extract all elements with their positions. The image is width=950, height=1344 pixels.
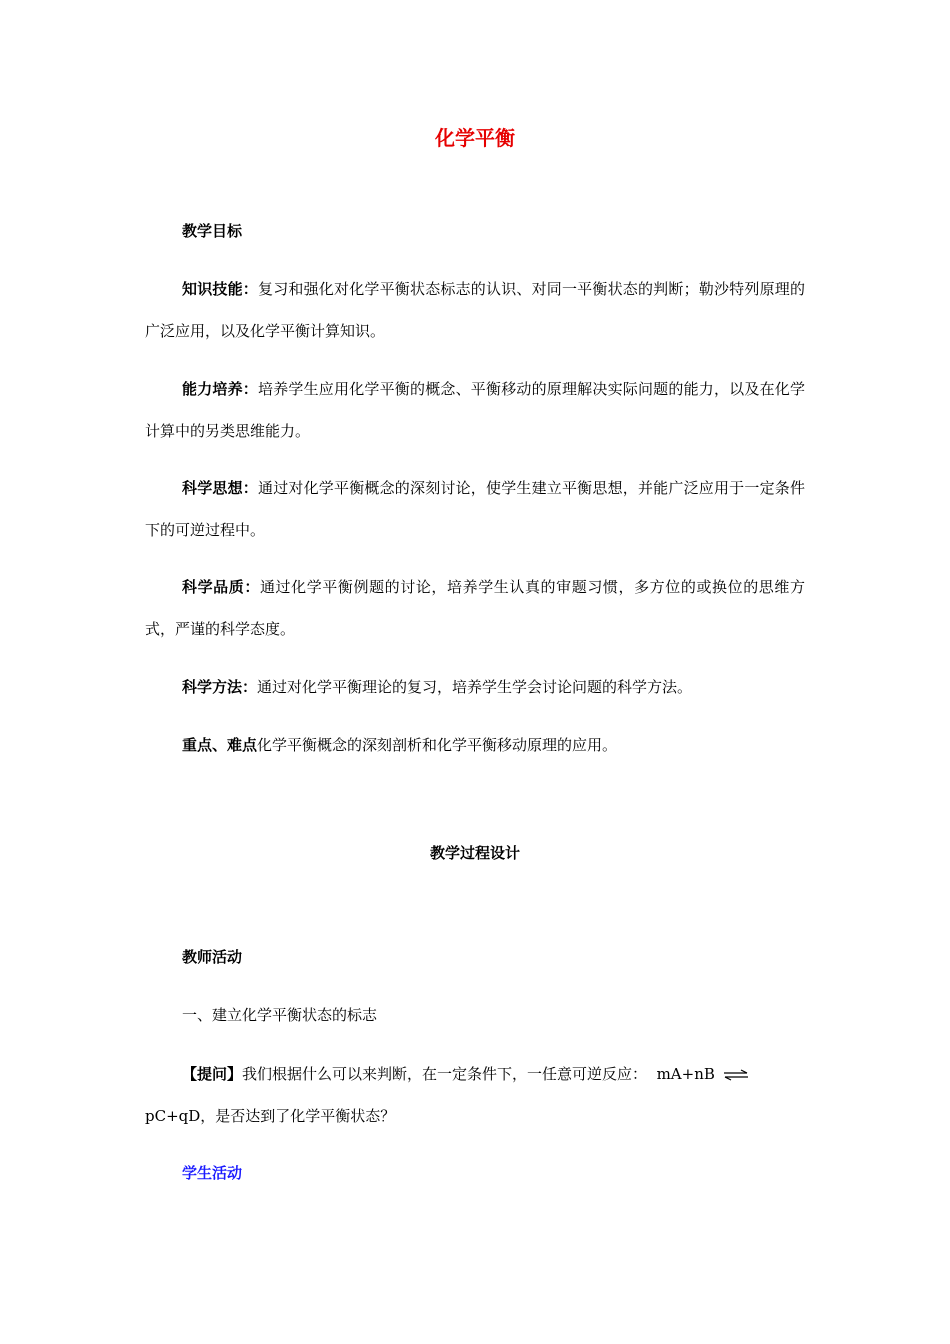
objective-text: 通过化学平衡例题的讨论，培养学生认真的审题习惯，多方位的或换位的思维方式，严谨的科学态度。 [145,578,805,638]
objective-label: 科学思想： [182,479,258,497]
process-heading: 教学过程设计 [429,844,520,862]
student-activity-heading: 学生活动 [182,1164,243,1182]
objective-text: 培养学生应用化学平衡的概念、平衡移动的原理解决实际问题的能力，以及在化学计算中的另类思维能力。 [145,380,805,440]
objective-method [145,666,805,708]
objective-label: 知识技能： [182,280,258,298]
objective-keypoints [145,724,805,766]
objective-label: 重点、难点 [182,736,258,754]
formula-reactants: mA+nB [656,1065,715,1083]
objective-thought [145,467,805,551]
formula-products: pC+qD，是否达到了化学平衡状态？ [145,1107,396,1125]
objective-quality [145,566,805,650]
objective-text: 通过对化学平衡概念的深刻讨论，使学生建立平衡思想，并能广泛应用于一定条件下的可逆过程中。 [145,479,805,539]
objective-label: 科学方法： [182,678,258,696]
objectives-heading: 教学目标 [182,222,243,240]
question-paragraph [145,1053,805,1137]
step-one-heading: 一、建立化学平衡状态的标志 [182,1006,378,1024]
objective-knowledge [145,268,805,352]
objective-text: 化学平衡概念的深刻剖析和化学平衡移动原理的应用。 [257,736,618,754]
objective-label: 科学品质： [182,578,260,596]
question-text: 我们根据什么可以来判断，在一定条件下，一任意可逆反应： [242,1065,648,1083]
objective-ability [145,368,805,452]
objective-label: 能力培养： [182,380,258,398]
objective-text: 通过对化学平衡理论的复习，培养学生学会讨论问题的科学方法。 [257,678,693,696]
reversible-arrow-icon [723,1069,749,1081]
document-title: 化学平衡 [435,126,515,150]
objective-text: 复习和强化对化学平衡状态标志的认识、对同一平衡状态的判断；勒沙特列原理的广泛应用，以及化学平衡计算知识。 [145,280,805,340]
teacher-activity-heading: 教师活动 [182,948,243,966]
question-label: 【提问】 [182,1065,243,1083]
